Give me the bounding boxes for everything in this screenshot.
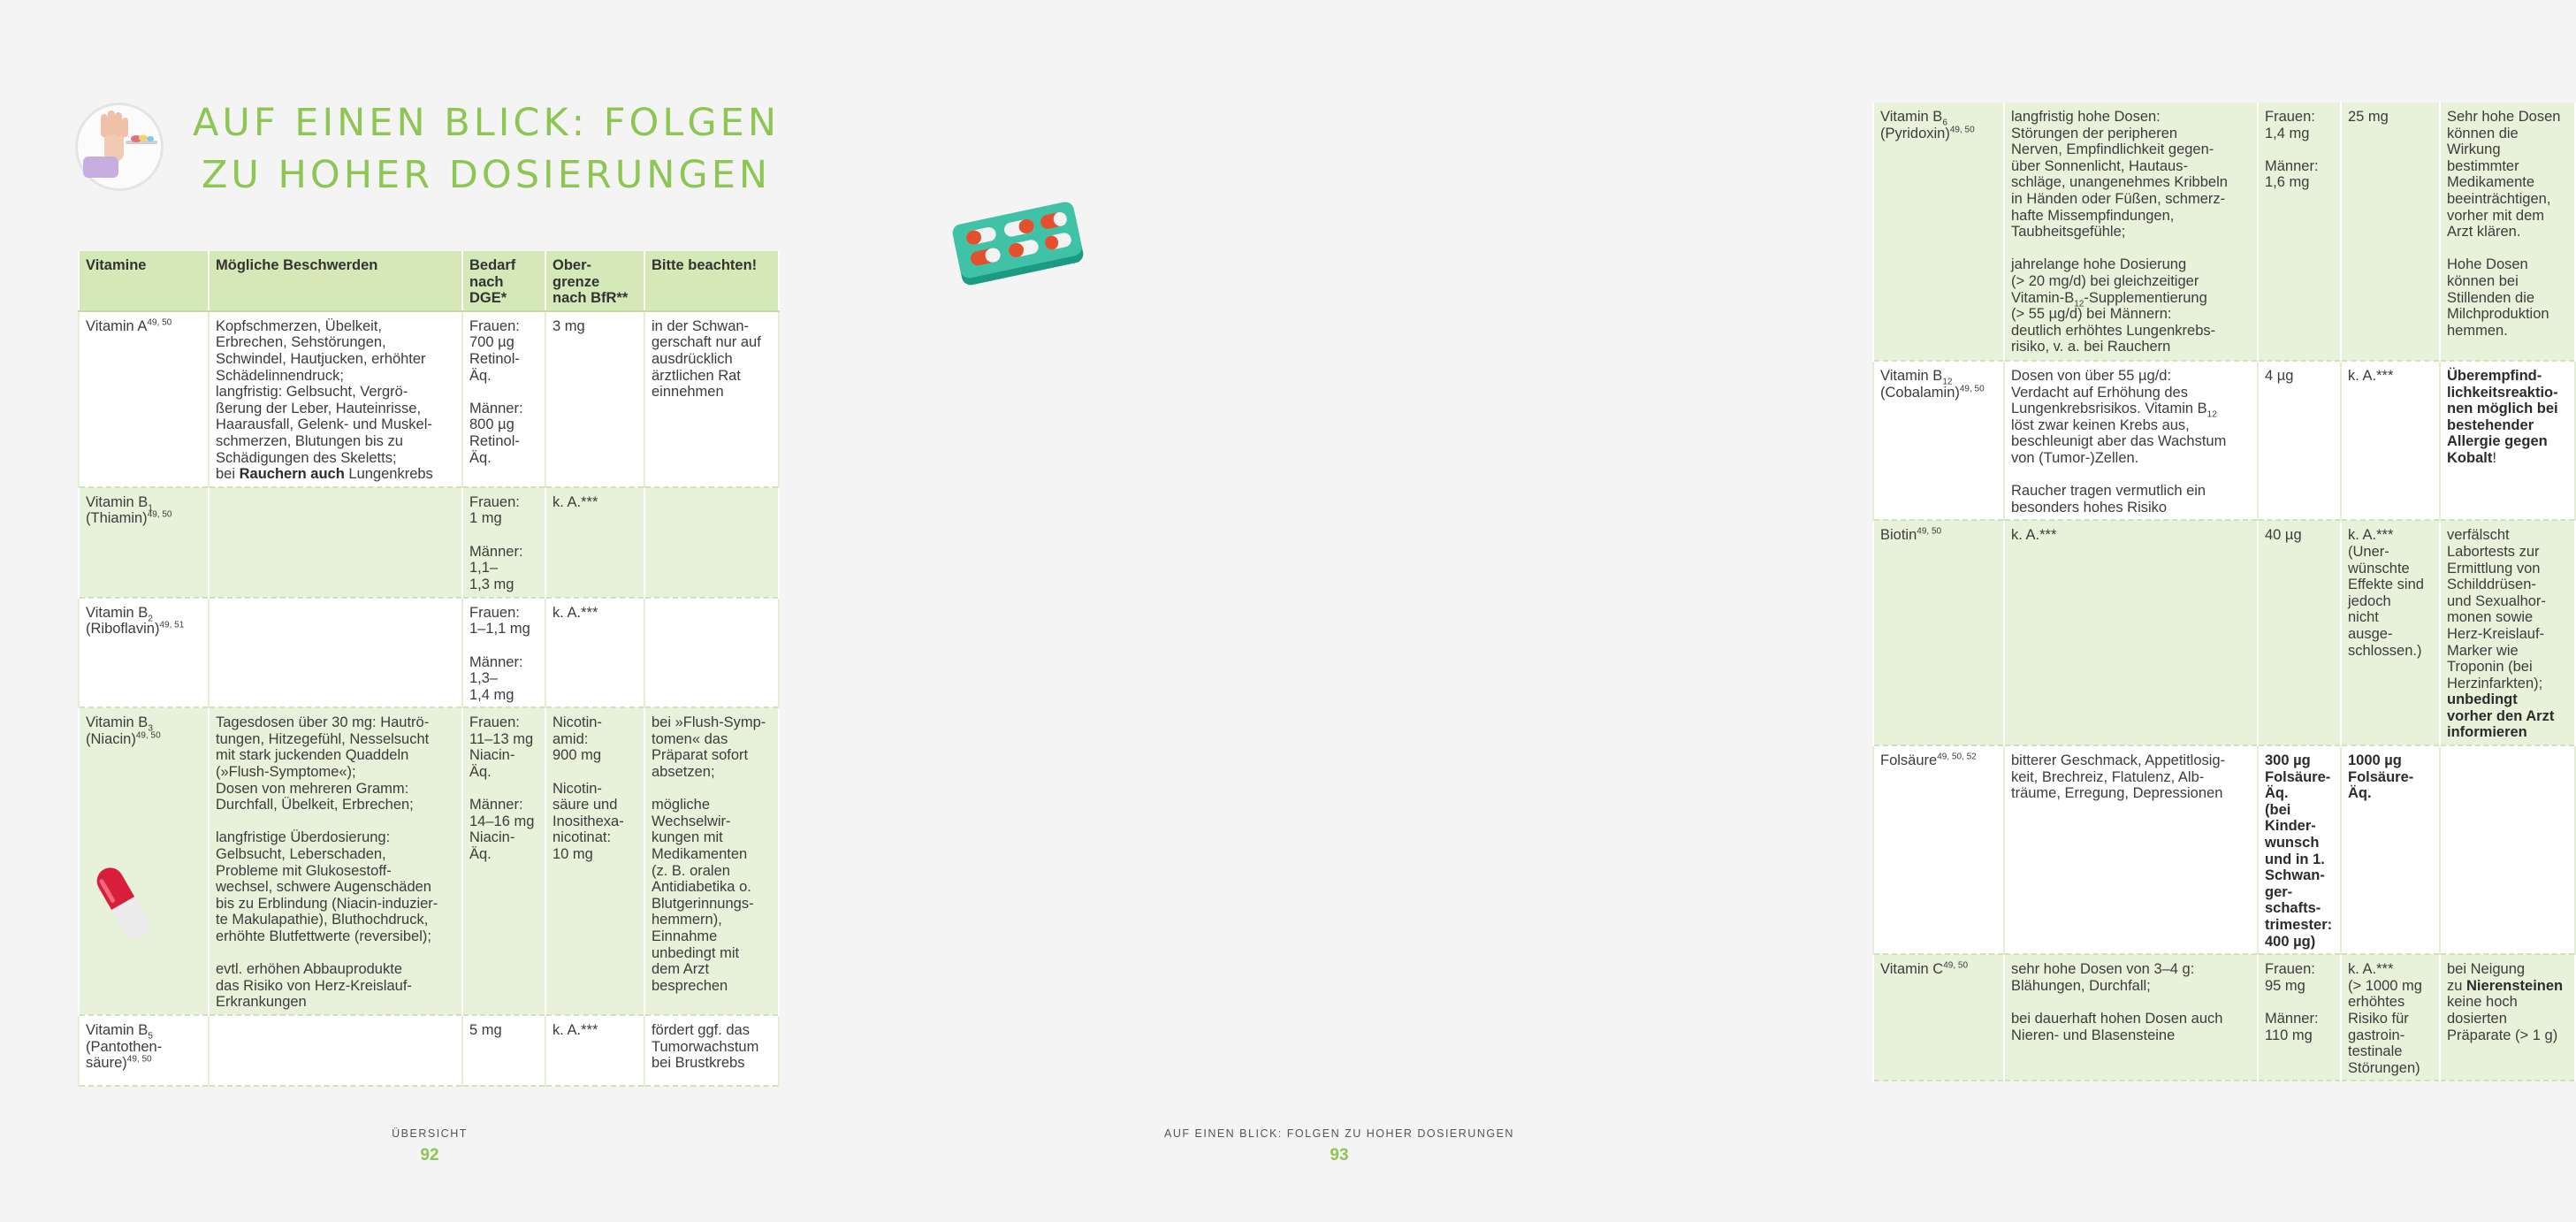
left-page bbox=[0, 0, 884, 1222]
need: Frauen: 1 mg Männer: 1,1– 1,3 mg bbox=[462, 487, 545, 598]
note: Sehr hohe Dosen können die Wirkung bestimmter Medikamente beeinträchtigen, vorher mit dem Arzt klären. Hohe Dosen können bei Stillenden die Milchproduktion hemmen. bbox=[2440, 103, 2575, 361]
table-row bbox=[1873, 103, 2575, 361]
title-line-1: AUF EINEN BLICK: FOLGEN bbox=[192, 101, 781, 145]
need: 300 µg Folsäure- Äq. (bei Kinder- wunsch und in 1. Schwan- ger- schafts- trimester: 400 µg) bbox=[2258, 745, 2341, 954]
table-row bbox=[79, 487, 779, 598]
vitamin-name: Vitamin $B_5$ (Pantothen- säure)$^{49, 50}$ bbox=[79, 1015, 209, 1086]
note: bei Neigung zu Nierensteinen keine hoch dosierten Präparate (> 1 g) bbox=[2440, 954, 2575, 1081]
need: Frauen: 1–1,1 mg Männer: 1,3– 1,4 mg bbox=[462, 598, 545, 708]
limit: k. A.*** bbox=[545, 598, 644, 708]
table-row bbox=[79, 598, 779, 708]
complaints bbox=[209, 1015, 462, 1086]
complaints: Dosen von über 55 µg/d: Verdacht auf Erhöhung des Lungenkrebsrisikos. Vitamin $B_{12}$ löst zwar keinen Krebs aus, beschleunigt aber das Wachstum von (Tumor-)Zellen. Raucher tragen vermutlich ein besonders hohes Risiko bbox=[2004, 361, 2258, 520]
note bbox=[2440, 745, 2575, 954]
complaints bbox=[209, 598, 462, 708]
limit: 25 mg bbox=[2341, 103, 2440, 361]
limit: k. A.*** bbox=[545, 487, 644, 598]
note: bei »Flush-Symp- tomen« das Präparat sofort absetzen; mögliche Wechselwir- kungen mit Medikamenten (z. B. oralen Antidiabetika o. Blutgerinnungs- hemmern), Einnahme unbedingt mit dem Arzt besprechen bbox=[644, 707, 779, 1015]
page-number: 92 bbox=[420, 1146, 439, 1165]
table-row bbox=[1873, 954, 2575, 1081]
table-row bbox=[79, 1015, 779, 1086]
limit: k. A.*** (Uner- wünschte Effekte sind jedoch nicht ausge- schlossen.) bbox=[2341, 520, 2440, 745]
complaints: Tagesdosen über 30 mg: Hautrö- tungen, Hitzegefühl, Nesselsucht mit stark juckenden Quaddeln (»Flush-Symptome«); Dosen von mehreren Gramm: Durchfall, Übelkeit, Erbrechen; langfristige Überdosierung: Gelbsucht, Leberschaden, Probleme mit Glukosestoff- wechsel, schwere Augenschäden bis zu Erblindung (Niacin-induzier- te Makulapathie), Bluthochdruck, erhöhte Blutfettwerte (reversibel); evtl. erhöhen Abbauprodukte das Risiko von Herz-Kreislauf- Erkrankungen bbox=[209, 707, 462, 1015]
vitamin-name: Vitamin C$^{49, 50}$ bbox=[1873, 954, 2004, 1081]
vitamin-name: Biotin$^{49, 50}$ bbox=[1873, 520, 2004, 745]
note: verfälscht Labortests zur Ermittlung von Schilddrüsen- und Sexualhor- monen sowie Herz-Kreislauf- Marker wie Troponin (bei Herzinfarkten); unbedingt vorher den Arzt informieren bbox=[2440, 520, 2575, 745]
need: 5 mg bbox=[462, 1015, 545, 1086]
table-row bbox=[1873, 520, 2575, 745]
vitamin-name: Folsäure$^{49, 50, 52}$ bbox=[1873, 745, 2004, 954]
complaints: sehr hohe Dosen von 3–4 g: Blähungen, Durchfall; bei dauerhaft hohen Dosen auch Nieren- und Blasensteine bbox=[2004, 954, 2258, 1081]
complaints: bitterer Geschmack, Appetitlosig- keit, Brechreiz, Flatulenz, Alb- träume, Erregung, Depressionen bbox=[2004, 745, 2258, 954]
limit: 1000 µg Folsäure- Äq. bbox=[2341, 745, 2440, 954]
vitamin-name: Vitamin $B_1$ (Thiamin)$^{49, 50}$ bbox=[79, 487, 209, 598]
complaints: Kopfschmerzen, Übelkeit, Erbrechen, Sehstörungen, Schwindel, Hautjucken, erhöhter Schädelinnendruck; langfristig: Gelbsucht, Vergrö- ßerung der Leber, Hauteinrisse, Haarausfall, Gelenk- und Muskel- schmerzen, Blutungen bis zu Schädigungen des Skeletts; bei Rauchern auch Lungenkrebs bbox=[209, 311, 462, 487]
complaints: k. A.*** bbox=[2004, 520, 2258, 745]
page-number: 93 bbox=[1330, 1146, 1349, 1165]
vitamin-name: Vitamin A$^{49, 50}$ bbox=[79, 311, 209, 487]
vitamin-table-right bbox=[1872, 103, 2576, 1081]
note: in der Schwan- gerschaft nur auf ausdrücklich ärztlichen Rat einnehmen bbox=[644, 311, 779, 487]
limit: k. A.*** (> 1000 mg erhöhtes Risiko für gastroin- testinale Störungen) bbox=[2341, 954, 2440, 1081]
need: 4 µg bbox=[2258, 361, 2341, 520]
limit: 3 mg bbox=[545, 311, 644, 487]
header-bitte-beachten: Bitte beachten! bbox=[644, 251, 779, 311]
header-obergrenze: Ober- grenze nach BfR** bbox=[545, 251, 644, 311]
header-beschwerden: Mögliche Beschwerden bbox=[209, 251, 462, 311]
table-header-row bbox=[79, 251, 779, 311]
complaints bbox=[209, 487, 462, 598]
vitamin-name: Vitamin $B_3$ (Niacin)$^{49, 50}$ bbox=[79, 707, 209, 1015]
red-white-capsule bbox=[88, 859, 159, 947]
table-row bbox=[79, 707, 779, 1015]
pill-blister-pack bbox=[949, 193, 1090, 290]
note: Überempfind- lichkeitsreaktio- nen möglich bei bestehender Allergie gegen Kobalt! bbox=[2440, 361, 2575, 520]
table-row bbox=[79, 311, 779, 487]
footer-section-label: AUF EINEN BLICK: FOLGEN ZU HOHER DOSIERUNGEN bbox=[1164, 1127, 1514, 1140]
need: Frauen: 95 mg Männer: 110 mg bbox=[2258, 954, 2341, 1081]
note bbox=[644, 487, 779, 598]
need: Frauen: 11–13 mg Niacin- Äq. Männer: 14–16 mg Niacin- Äq. bbox=[462, 707, 545, 1015]
stop-hand-pill-icon bbox=[75, 103, 164, 191]
header-bedarf: Bedarf nach DGE* bbox=[462, 251, 545, 311]
need: Frauen: 700 µg Retinol- Äq. Männer: 800 µg Retinol- Äq. bbox=[462, 311, 545, 487]
limit: Nicotin- amid: 900 mg Nicotin- säure und Inosithexa- nicotinat: 10 mg bbox=[545, 707, 644, 1015]
complaints: langfristig hohe Dosen: Störungen der peripheren Nerven, Empfindlichkeit gegen- über Sonnenlicht, Hautaus- schläge, unangenehmes Kribbeln in Händen oder Füßen, schmerz- hafte Missempfindungen, Taubheitsgefühle; jahrelange hohe Dosierung (> 20 mg/d) bei gleichzeitiger Vitamin-$B_{12}$-Supplementierung (> 55 µg/d) bei Männern: deutlich erhöhtes Lungenkrebs- risiko, v. a. bei Rauchern bbox=[2004, 103, 2258, 361]
vitamin-name: Vitamin $B_2$ (Riboflavin)$^{49, 51}$ bbox=[79, 598, 209, 708]
limit: k. A.*** bbox=[2341, 361, 2440, 520]
right-page bbox=[884, 0, 2564, 1222]
header-vitamine: Vitamine bbox=[79, 251, 209, 311]
page-title bbox=[168, 97, 804, 202]
note: fördert ggf. das Tumorwachstum bei Brustkrebs bbox=[644, 1015, 779, 1086]
vitamin-name: Vitamin $B_{12}$ (Cobalamin)$^{49, 50}$ bbox=[1873, 361, 2004, 520]
need: 40 µg bbox=[2258, 520, 2341, 745]
vitamin-table-left bbox=[78, 251, 780, 1087]
note bbox=[644, 598, 779, 708]
table-row bbox=[1873, 361, 2575, 520]
limit: k. A.*** bbox=[545, 1015, 644, 1086]
table-row bbox=[1873, 745, 2575, 954]
footer-section-label: ÜBERSICHT bbox=[392, 1127, 468, 1140]
title-line-2: ZU HOHER DOSIERUNGEN bbox=[201, 153, 772, 197]
need: Frauen: 1,4 mg Männer: 1,6 mg bbox=[2258, 103, 2341, 361]
vitamin-name: Vitamin $B_6$ (Pyridoxin)$^{49, 50}$ bbox=[1873, 103, 2004, 361]
